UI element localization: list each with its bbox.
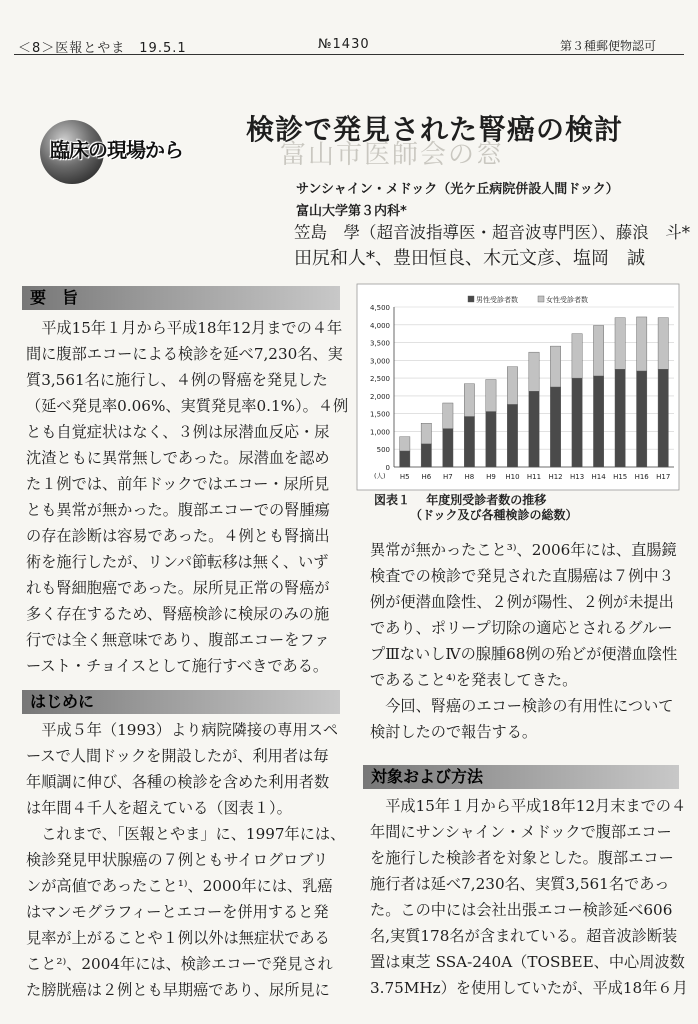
page-header [0, 0, 698, 68]
text-line: を施行した検診者を対象とした。腹部エコー [370, 849, 674, 867]
bar-male [400, 451, 410, 467]
text-line: 行では全く無意味であり、腹部エコーをファ [26, 631, 330, 649]
bar-female [550, 346, 560, 387]
legend-label: 男性受診者数 [476, 296, 518, 304]
y-tick-label: 1,500 [369, 410, 390, 419]
x-tick-label: H6 [421, 473, 432, 481]
text-line: 間に腹部エコーによる検診を延べ7,230名、実 [26, 345, 343, 363]
text-line: ンが高値であったこと¹⁾、2000年には、乳癌 [26, 877, 333, 895]
y-tick-label: 2,500 [369, 375, 390, 384]
y-tick-label: 3,000 [369, 357, 390, 366]
bar-female [464, 384, 474, 417]
affiliation-2: 富山大学第３内科* [296, 204, 407, 219]
bar-female [507, 367, 517, 405]
text-line: 検診発見甲状腺癌の７例ともサイログロブリ [26, 851, 329, 869]
text-line: 異常が無かったこと³⁾、2006年には、直腸鏡 [370, 541, 677, 559]
legend-swatch [468, 296, 474, 302]
text-line: 年順調に伸び、各種の検診を含めた利用者数 [26, 773, 330, 791]
badge-label: 臨床の現場から [50, 138, 183, 162]
y-tick-label: 4,000 [369, 321, 390, 330]
methods-text [370, 793, 688, 1001]
x-tick-label: H5 [399, 473, 410, 481]
bar-male [464, 417, 474, 467]
text-line: とも異常が無かった。腹部エコーでの腎腫瘍 [26, 501, 330, 519]
section-badge [40, 118, 238, 190]
text-line: こと²⁾、2004年には、検診エコーで発見され [26, 955, 333, 973]
article-title: 検診で発見された腎癌の検討 [246, 113, 624, 146]
text-line: はマンモグラフィーとエコーを併用すると発 [26, 903, 329, 921]
legend-swatch [538, 296, 544, 302]
x-tick-label: H16 [634, 473, 649, 481]
x-tick-label: H11 [526, 473, 542, 481]
text-line: プⅢないしⅣの腺腫68例の殆どが便潜血陰性 [370, 645, 678, 663]
text-line: 見率が上がることや１例以外は無症状である [26, 929, 330, 947]
figure-caption [374, 493, 578, 523]
text-line: た膀胱癌は２例とも早期癌であり、尿所見に [26, 981, 330, 999]
y-tick-label: 2,000 [369, 392, 390, 401]
bar-male [550, 387, 560, 467]
text-line: （延べ発見率0.06%、実質発見率0.1%）。４例 [26, 397, 349, 415]
text-line: 術を施行したが、リンパ節転移は無く、いず [26, 553, 329, 571]
visitor-count-chart [356, 283, 680, 493]
y-axis-unit: (人) [374, 472, 386, 480]
x-tick-label: H17 [656, 473, 671, 481]
x-tick-label: H7 [442, 473, 453, 481]
bar-male [637, 371, 647, 467]
figure-subtitle: （ドック及び各種検診の総数） [410, 508, 578, 522]
intro-heading: はじめに [22, 690, 340, 714]
bar-male [572, 378, 582, 467]
summary-heading: 要 旨 [22, 286, 340, 310]
legend-label: 女性受診者数 [546, 296, 588, 304]
bar-male [529, 391, 539, 467]
bar-female [529, 352, 539, 391]
y-tick-label: 500 [376, 446, 390, 455]
right-column-text [370, 537, 677, 745]
text-line: 検査での検診で発見された直腸癌は７例中３ [370, 567, 674, 585]
methods-heading: 対象および方法 [363, 765, 679, 789]
text-line: これまで、「医報とやま」に、1997年には、 [26, 825, 346, 843]
text-line: 名,実質178名が含まれている。超音波診断装 [370, 927, 678, 945]
figure-label: 図表１ [374, 493, 411, 507]
x-tick-label: H13 [569, 473, 585, 481]
summary-text [26, 315, 348, 679]
text-line: 平成15年１月から平成18年12月末までの４ [370, 797, 687, 815]
bar-male [593, 376, 603, 467]
text-line: 置は東芝 SSA-240A（TOSBEE、中心周波数 [370, 953, 685, 971]
bar-male [507, 404, 517, 467]
text-line: 平成15年１月から平成18年12月までの４年 [26, 319, 343, 337]
text-line: の存在診断は容易であった。４例とも腎摘出 [26, 527, 330, 545]
text-line: は年間４千人を超えている（図表１）。 [26, 799, 292, 817]
bar-female [658, 318, 668, 370]
bar-male [443, 429, 453, 467]
bar-female [615, 318, 625, 370]
issue-info: ＜8＞医報とやま 19.5.1 [18, 41, 187, 56]
text-line: 例が便潜血陰性、２例が陽性、２例が未提出 [370, 593, 674, 611]
text-line: ースで人間ドックを開設したが、利用者は毎 [26, 747, 329, 765]
text-line: 今回、腎癌のエコー検診の有用性について [370, 697, 674, 715]
text-line: 検討したので報告する。 [370, 723, 538, 741]
y-tick-label: 3,500 [369, 339, 390, 348]
text-line: 沈渣ともに異常無しであった。尿潜血を認め [26, 449, 330, 467]
y-tick-label: 4,500 [369, 304, 390, 312]
bar-female [400, 437, 410, 451]
x-tick-label: H8 [464, 473, 475, 481]
bar-male [615, 369, 625, 467]
bar-male [421, 444, 431, 467]
bar-female [421, 423, 431, 444]
text-line: ースト・チョイスとして施行すべきである。 [26, 657, 329, 675]
y-tick-label: 0 [385, 464, 390, 472]
figure-title: 年度別受診者数の推移 [426, 493, 547, 507]
y-tick-label: 1,000 [369, 428, 390, 437]
issue-number: №1430 [318, 37, 370, 52]
text-line: 3.75MHz）を使用していたが、平成18年６月 [370, 979, 688, 997]
header-rule [14, 54, 684, 55]
x-tick-label: H12 [548, 473, 563, 481]
text-line: れも腎細胞癌であった。尿所見正常の腎癌が [26, 579, 330, 597]
x-tick-label: H15 [613, 473, 628, 481]
intro-text [26, 717, 345, 1003]
bar-male [658, 369, 668, 467]
x-tick-label: H9 [486, 473, 496, 481]
text-line: た。この中には会社出張エコー検診延べ606 [370, 901, 673, 919]
postal-permit: 第３種郵便物認可 [560, 39, 657, 53]
text-line: であること⁴⁾を発表してきた。 [370, 671, 578, 689]
x-tick-label: H14 [591, 473, 606, 481]
affiliation-1: サンシャイン・メドック（光ケ丘病院併設人間ドック） [296, 182, 619, 197]
text-line: 平成５年（1993）より病院隣接の専用スペ [26, 721, 339, 739]
text-line: とも自覚症状はなく、３例は尿潜血反応・尿 [26, 423, 330, 441]
author-line-1: 笠島 學（超音波指導医・超音波専門医）、藤浪 斗* [294, 223, 690, 242]
bar-female [443, 403, 453, 429]
x-tick-label: H10 [505, 473, 520, 481]
author-line-2: 田尻和人*、豊田恒良、木元文彦、塩岡 誠 [294, 248, 645, 269]
text-line: 質3,561名に施行し、４例の腎癌を発見した [26, 371, 328, 389]
bar-female [637, 317, 647, 371]
text-line: 多く存在するため、腎癌検診に検尿のみの施 [26, 605, 330, 623]
bar-male [486, 412, 496, 467]
bar-female [486, 380, 496, 412]
bar-female [593, 325, 603, 375]
bar-female [572, 334, 582, 378]
masthead-bleed: 富山市医師会の窓 [280, 140, 505, 170]
text-line: であり、ポリープ切除の適応とされるグルー [370, 619, 673, 637]
text-line: 年間にサンシャイン・メドックで腹部エコー [370, 823, 672, 841]
text-line: 施行者は延べ7,230名、実質3,561名であっ [370, 875, 670, 893]
text-line: た１例では、前年ドックではエコー・尿所見 [26, 475, 330, 493]
